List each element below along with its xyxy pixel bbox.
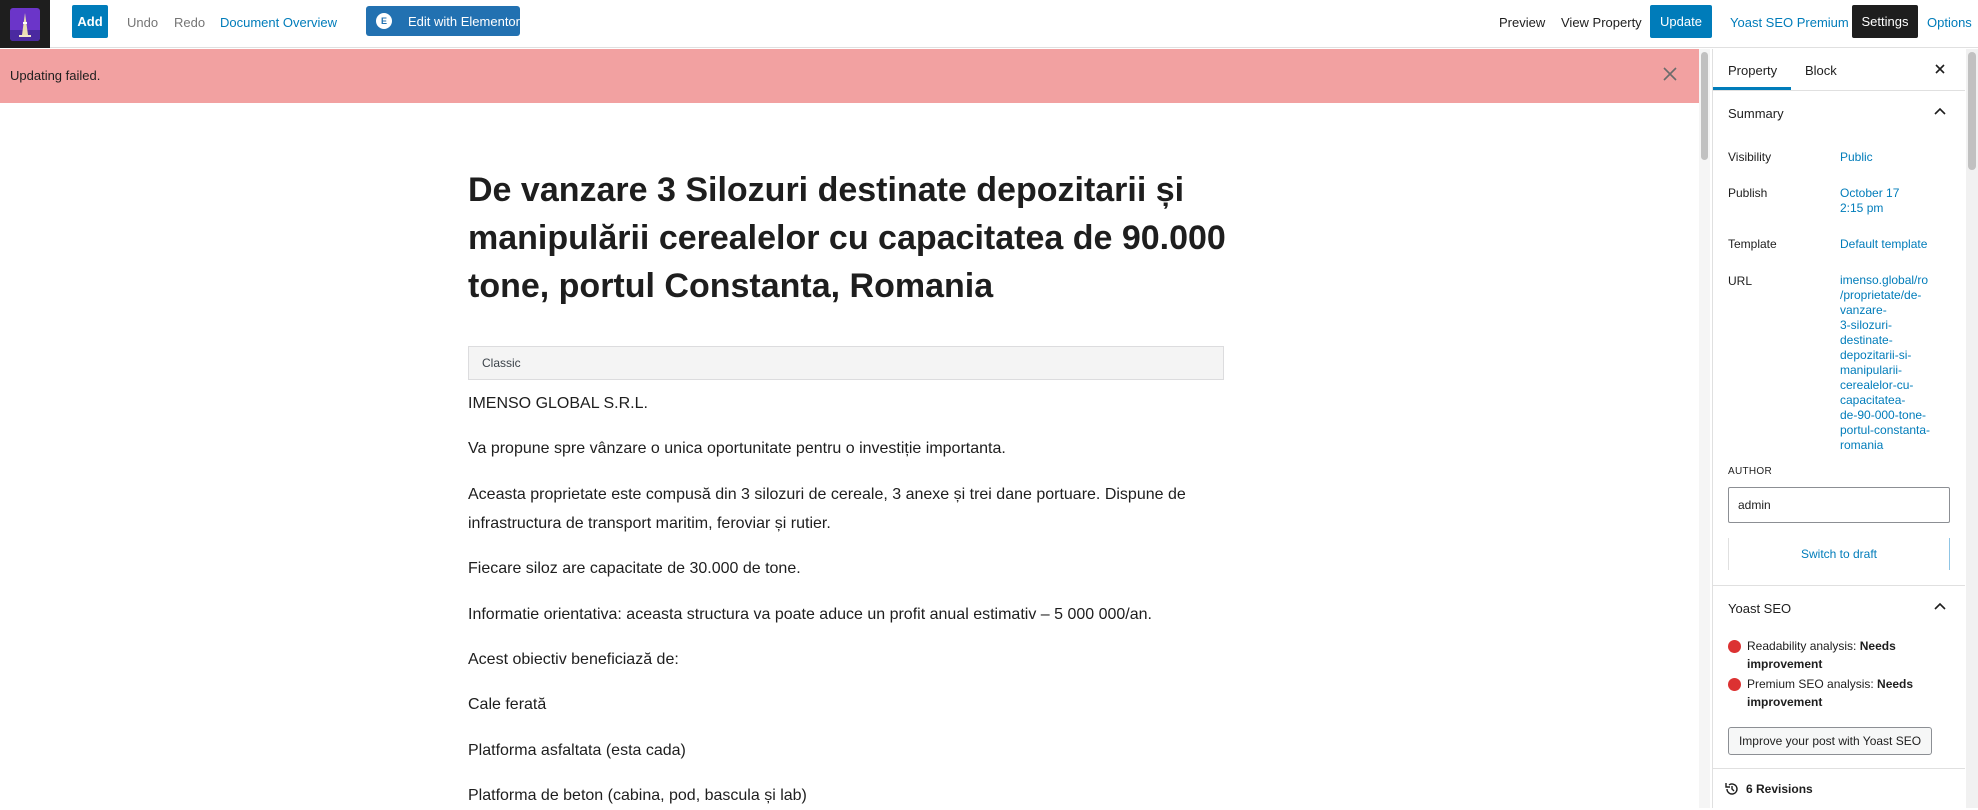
edit-with-elementor-button[interactable] xyxy=(366,6,520,36)
close-sidebar-icon[interactable] xyxy=(1931,60,1949,78)
url-line: cerealelor-cu- xyxy=(1840,378,1914,392)
publish-label: Publish xyxy=(1728,186,1768,200)
notice-message: Updating failed. xyxy=(10,68,101,83)
content-paragraph[interactable]: Cale ferată xyxy=(468,696,547,713)
document-overview-button[interactable]: Document Overview xyxy=(220,14,338,30)
sidebar-scrollbar-thumb[interactable] xyxy=(1968,52,1976,170)
revisions-link[interactable] xyxy=(1724,781,1813,797)
url-line: depozitarii-si- xyxy=(1840,348,1912,362)
site-logo-icon xyxy=(10,8,40,41)
url-line: portul-constanta- xyxy=(1840,423,1931,437)
url-line: romania xyxy=(1840,438,1884,452)
site-logo[interactable] xyxy=(0,0,50,48)
yoast-panel-heading[interactable]: Yoast SEO xyxy=(1728,601,1792,616)
sad-face-icon xyxy=(1728,678,1741,691)
content-paragraph[interactable]: IMENSO GLOBAL S.R.L. xyxy=(468,395,648,412)
error-notice xyxy=(0,49,1699,103)
improve-with-yoast-button[interactable]: Improve your post with Yoast SEO xyxy=(1728,727,1932,755)
readability-text xyxy=(1747,637,1917,673)
url-line: de-90-000-tone- xyxy=(1840,408,1927,422)
premium-status: Needs improvement xyxy=(1747,677,1914,709)
elementor-icon: E xyxy=(376,13,392,29)
revisions-icon xyxy=(1724,781,1740,797)
author-label: AUTHOR xyxy=(1728,466,1773,477)
permalink-url[interactable] xyxy=(1840,273,1940,453)
content-paragraph[interactable]: Acest obiectiv beneficiază de: xyxy=(468,651,679,668)
visibility-label: Visibility xyxy=(1728,150,1772,164)
content-paragraph[interactable]: Platforma de beton (cabina, pod, bascula și lab) xyxy=(468,787,807,804)
add-block-button[interactable]: Add xyxy=(72,5,108,38)
view-property-link[interactable]: View Property xyxy=(1561,14,1642,30)
update-button[interactable]: Update xyxy=(1650,5,1712,38)
undo-button[interactable]: Undo xyxy=(127,14,159,30)
content-paragraph[interactable]: Informatie orientativa: aceasta structura va poate aduce un profit anual estimativ – 5 000 000/an. xyxy=(468,606,1152,623)
premium-seo-text xyxy=(1747,675,1917,711)
post-title[interactable]: De vanzare 3 Silozuri destinate depozitarii și manipulării cerealelor cu capacitatea de 90.000 tone, portul Constanta, Romania xyxy=(468,171,1226,305)
premium-prefix: Premium SEO analysis: xyxy=(1747,677,1878,691)
chevron-up-icon[interactable] xyxy=(1932,104,1948,120)
publish-date[interactable]: October 17 xyxy=(1840,186,1900,200)
revisions-label: 6 Revisions xyxy=(1746,782,1813,796)
switch-to-draft-button[interactable]: Switch to draft xyxy=(1728,538,1950,570)
url-line: imenso.global/ro xyxy=(1840,273,1929,287)
divider xyxy=(1713,768,1965,769)
sad-face-icon xyxy=(1728,640,1741,653)
divider xyxy=(1713,585,1965,586)
summary-panel-heading[interactable]: Summary xyxy=(1728,106,1784,121)
settings-button[interactable]: Settings xyxy=(1852,5,1918,38)
tab-block[interactable]: Block xyxy=(1805,62,1837,78)
template-value[interactable]: Default template xyxy=(1840,237,1928,251)
edit-with-elementor-label: Edit with Elementor xyxy=(408,13,520,29)
chevron-up-icon[interactable] xyxy=(1932,599,1948,615)
url-line: /proprietate/de- xyxy=(1840,288,1922,302)
content-paragraph[interactable]: Aceasta proprietate este compusă din 3 silozuri de cereale, 3 anexe și trei dane portuare. Dispune de infrastructura de transport maritim, feroviar și rutier. xyxy=(468,486,1186,532)
preview-button[interactable]: Preview xyxy=(1499,14,1546,30)
tab-property[interactable]: Property xyxy=(1728,62,1778,78)
divider xyxy=(1713,90,1965,91)
content-paragraph[interactable]: Va propune spre vânzare o unica oportunitate pentru o investiție importanta. xyxy=(468,440,1006,457)
url-line: manipularii- xyxy=(1840,363,1903,377)
content-paragraph[interactable]: Platforma asfaltata (esta cada) xyxy=(468,742,686,759)
editor-scrollbar-thumb[interactable] xyxy=(1701,52,1708,160)
url-line: vanzare- xyxy=(1840,303,1887,317)
content-paragraph[interactable]: Fiecare siloz are capacitate de 30.000 de tone. xyxy=(468,560,801,577)
author-select[interactable]: admin xyxy=(1728,487,1950,523)
visibility-value[interactable]: Public xyxy=(1840,150,1873,164)
readability-prefix: Readability analysis: xyxy=(1747,639,1860,653)
options-button[interactable]: Options xyxy=(1927,14,1972,30)
readability-status: Needs improvement xyxy=(1747,639,1896,671)
url-line: capacitatea- xyxy=(1840,393,1906,407)
editor-toolbar xyxy=(0,0,1978,48)
redo-button[interactable]: Redo xyxy=(174,14,206,30)
yoast-premium-button[interactable]: Yoast SEO Premium xyxy=(1730,14,1849,30)
template-label: Template xyxy=(1728,237,1777,251)
editor-scrollbar[interactable] xyxy=(1699,49,1710,808)
url-label: URL xyxy=(1728,274,1753,288)
close-icon[interactable] xyxy=(1660,64,1680,84)
url-line: destinate- xyxy=(1840,333,1893,347)
url-line: 3-silozuri- xyxy=(1840,318,1893,332)
classic-block-toolbar[interactable]: Classic xyxy=(468,346,1224,380)
publish-time[interactable]: 2:15 pm xyxy=(1840,201,1884,215)
